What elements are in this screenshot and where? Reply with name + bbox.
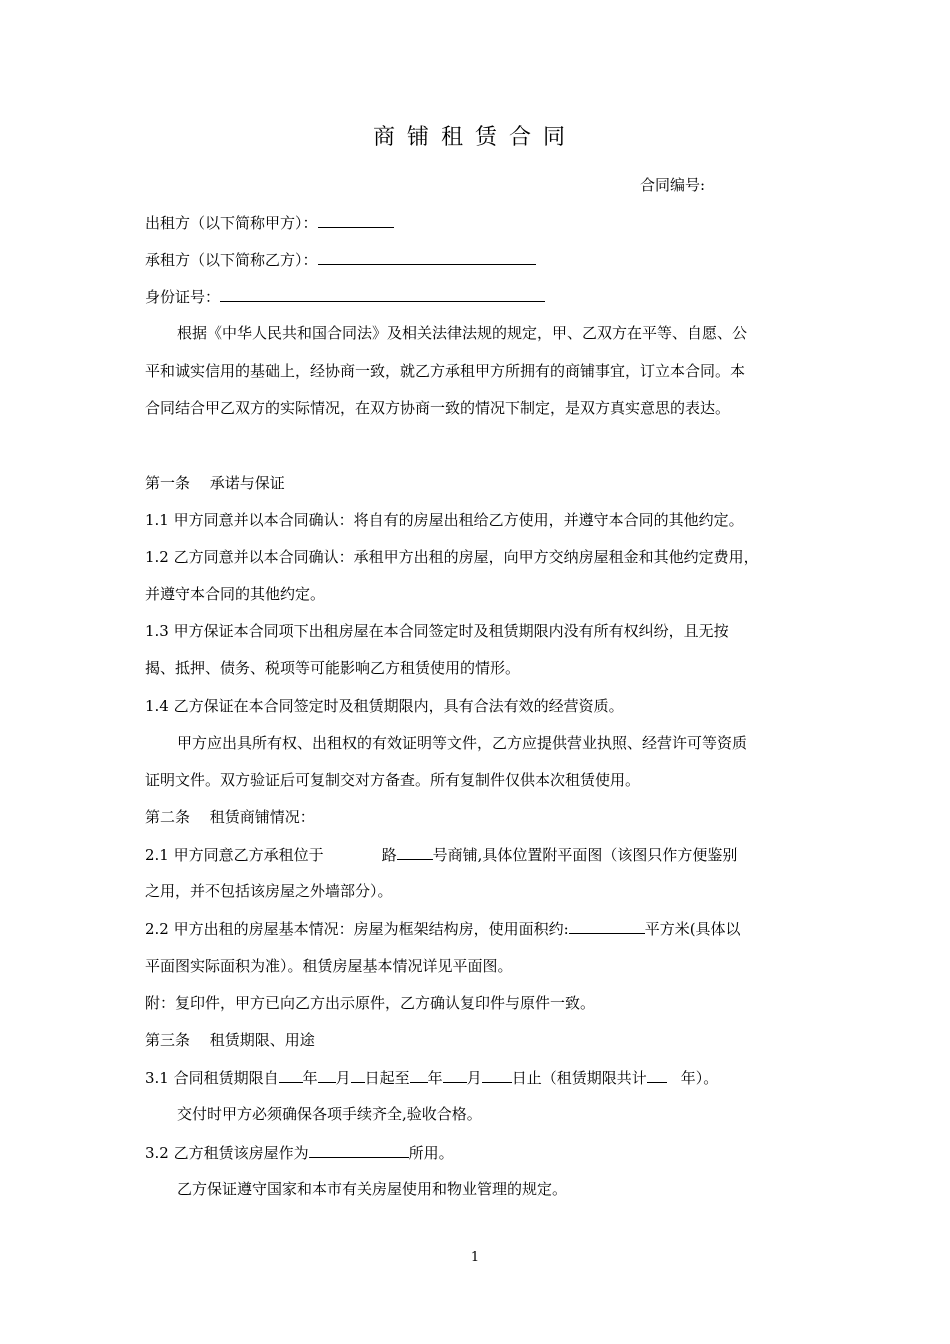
id-label: 身份证号：: [145, 288, 221, 306]
compliance-paragraph: 乙方保证遵守国家和本市有关房屋使用和物业管理的规定。: [177, 1180, 568, 1198]
document-title: 商铺租赁合同: [372, 125, 577, 150]
lessee-label: 承租方（以下简称乙方）：: [145, 251, 318, 269]
article-3-heading: 第三条 租赁期限、用途: [145, 1031, 315, 1049]
start-year-blank[interactable]: [279, 1067, 303, 1083]
total-years-label: 年）。: [680, 1069, 719, 1087]
area-blank[interactable]: [569, 918, 645, 934]
article-1-heading: 第一条 承诺与保证: [145, 474, 285, 492]
lessor-blank[interactable]: [318, 212, 394, 228]
preamble-line: 根据《中华人民共和国合同法》及相关法律法规的规定，甲、乙双方在平等、自愿、公: [177, 324, 748, 342]
clause-2-1-cont: 之用，并不包括该房屋之外墙部分）。: [145, 882, 393, 900]
preamble-line: 合同结合甲乙双方的实际情况，在双方协商一致的情况下制定，是双方真实意思的表达。: [145, 399, 731, 417]
end-month-blank[interactable]: [443, 1067, 467, 1083]
clause-1-3: 1.3 甲方保证本合同项下出租房屋在本合同签定时及租赁期限内没有所有权纠纷，且无按: [145, 622, 729, 640]
handover-paragraph: 交付时甲方必须确保各项手续齐全,验收合格。: [177, 1105, 482, 1123]
lessee-line: [145, 249, 536, 270]
month-label: 月: [466, 1069, 482, 1087]
page-number: 1: [470, 1250, 480, 1265]
shop-number-blank[interactable]: [397, 844, 433, 860]
article-1-paragraph: 甲方应出具所有权、出租权的有效证明等文件，乙方应提供营业执照、经营许可等资质: [177, 734, 748, 752]
clause-3-2: [145, 1142, 454, 1163]
usage-blank[interactable]: [309, 1142, 409, 1158]
clause-3-2-text: 3.2 乙方租赁该房屋作为: [145, 1144, 309, 1162]
id-blank[interactable]: [220, 286, 545, 302]
end-day-blank[interactable]: [482, 1067, 512, 1083]
clause-2-2-text: 平方米(具体以: [644, 920, 741, 938]
end-year-blank[interactable]: [410, 1067, 428, 1083]
year-label: 年: [302, 1069, 318, 1087]
attachment-note: 附：复印件，甲方已向乙方出示原件，乙方确认复印件与原件一致。: [145, 994, 596, 1012]
article-1-paragraph-cont: 证明文件。双方验证后可复制交对方备查。所有复制件仅供本次租赁使用。: [145, 771, 641, 789]
article-2-heading: 第二条 租赁商铺情况：: [145, 808, 315, 826]
clause-3-2-text: 所用。: [408, 1144, 454, 1162]
clause-2-1-text: 2.1 甲方同意乙方承租位于: [145, 846, 324, 864]
clause-1-2-cont: 并遵守本合同的其他约定。: [145, 585, 326, 603]
month-label: 月: [335, 1069, 351, 1087]
start-month-blank[interactable]: [318, 1067, 336, 1083]
id-line: [145, 286, 545, 307]
clause-2-2: [145, 918, 741, 939]
preamble-line: 平和诚实信用的基础上，经协商一致，就乙方承租甲方所拥有的商铺事宜，订立本合同。本: [145, 362, 746, 380]
clause-2-1-text: 号商铺,具体位置附平面图（该图只作方便鉴别: [432, 846, 738, 864]
clause-1-3-cont: 揭、抵押、债务、税项等可能影响乙方租赁使用的情形。: [145, 659, 521, 677]
year-label: 年: [427, 1069, 443, 1087]
day-from-label: 日起至: [364, 1069, 410, 1087]
lessee-blank[interactable]: [318, 249, 536, 265]
road-label: 路: [381, 846, 397, 864]
lessor-line: [145, 212, 394, 233]
lessor-label: 出租方（以下简称甲方）：: [145, 214, 318, 232]
clause-2-2-cont: 平面图实际面积为准）。租赁房屋基本情况详见平面图。: [145, 957, 513, 975]
clause-2-2-text: 2.2 甲方出租的房屋基本情况：房屋为框架结构房，使用面积约:: [145, 920, 569, 938]
clause-1-4: 1.4 乙方保证在本合同签定时及租赁期限内，具有合法有效的经营资质。: [145, 697, 624, 715]
clause-2-1: [145, 844, 737, 865]
contract-number-label: 合同编号:: [640, 176, 706, 194]
clause-1-2: 1.2 乙方同意并以本合同确认：承租甲方出租的房屋，向甲方交纳房屋租金和其他约定费用，: [145, 548, 759, 566]
clause-3-1: [145, 1067, 718, 1088]
total-years-blank[interactable]: [647, 1067, 667, 1083]
clause-3-1-text: 3.1 合同租赁期限自: [145, 1069, 279, 1087]
clause-1-1: 1.1 甲方同意并以本合同确认：将自有的房屋出租给乙方使用，并遵守本合同的其他约定。: [145, 511, 744, 529]
start-day-blank[interactable]: [351, 1067, 365, 1083]
day-to-label: 日止（租赁期限共计: [511, 1069, 647, 1087]
